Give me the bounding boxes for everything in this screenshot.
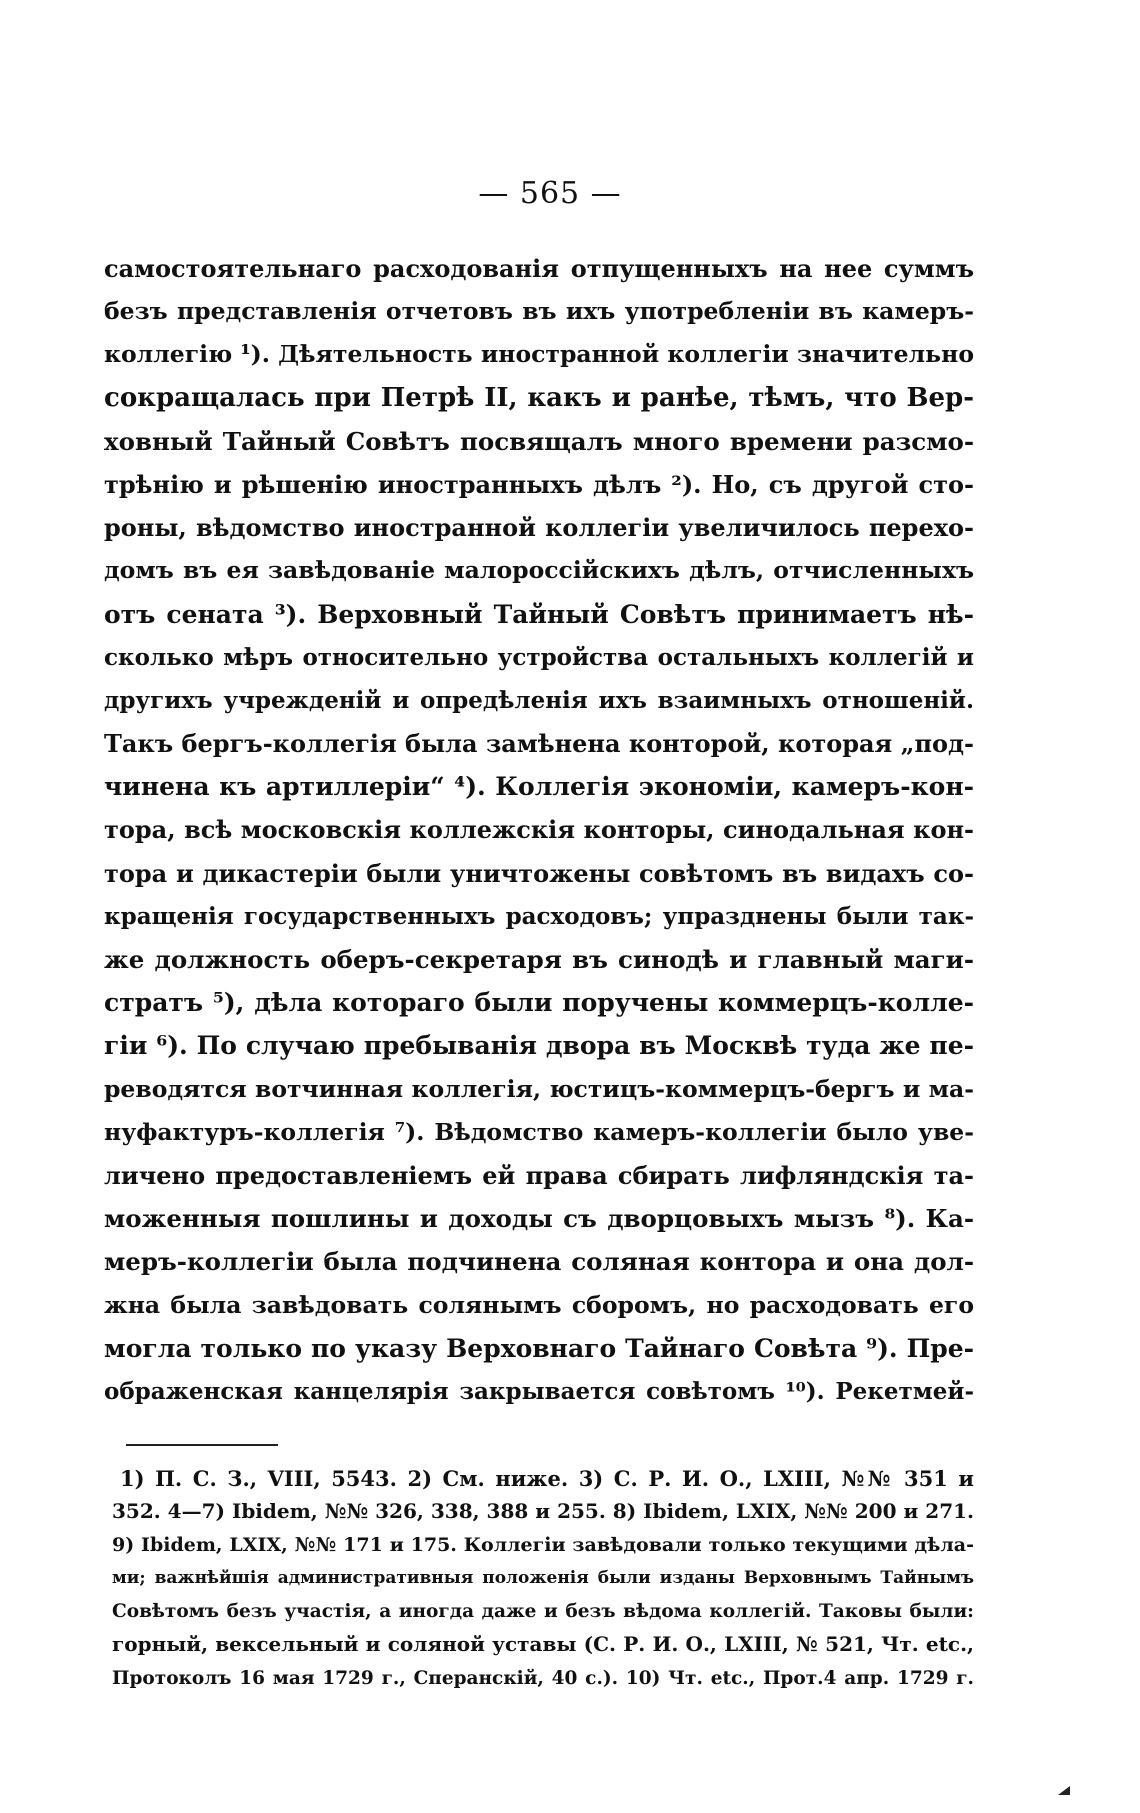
page-number: — 565 — <box>478 176 622 211</box>
text-line: личено предоставленіемъ ей права сбирать лифляндскія та- <box>104 1160 974 1190</box>
text-line: моженныя пошлины и доходы съ дворцовыхъ мызъ ⁸). Ка- <box>104 1204 974 1234</box>
text-line: гіи ⁶). По случаю пребыванія двора въ Москвѣ туда же пе- <box>104 1031 974 1061</box>
text-line: ображенская канцелярія закрывается совѣтомъ ¹⁰). Рекетмей- <box>104 1377 974 1405</box>
text-line: безъ представленія отчетовъ въ ихъ употребленіи въ камеръ- <box>104 297 974 326</box>
scan-corner-mark <box>1058 1786 1070 1795</box>
text-line: коллегію ¹). Дѣятельность иностранной коллегіи значительно <box>104 340 974 369</box>
text-line: домъ въ ея завѣдованіе малороссійскихъ дѣлъ, отчисленныхъ <box>104 556 974 585</box>
body-text <box>104 247 974 1413</box>
text-line: чинена къ артиллеріи“ ⁴). Коллегія экономіи, камеръ-кон- <box>104 772 974 802</box>
footnote-line: ми; важнѣйшія административныя положенія были изданы Верховнымъ Тайнымъ <box>112 1567 974 1588</box>
text-line: могла только по указу Верховнаго Тайнаго Совѣта ⁹). Пре- <box>104 1333 974 1363</box>
text-line: отъ сената ³). Верховный Тайный Совѣтъ принимаетъ нѣ- <box>104 599 974 629</box>
text-line: сокращалась при Петрѣ II, какъ и ранѣе, тѣмъ, что Вер- <box>104 382 974 413</box>
footnote-separator <box>126 1444 278 1446</box>
text-line: реводятся вотчинная коллегія, юстицъ-коммерцъ-бергъ и ма- <box>104 1074 974 1103</box>
footnote-line: 352. 4—7) Ibidem, №№ 326, 338, 388 и 255. 8) Ibidem, LXIX, №№ 200 и 271. <box>112 1499 974 1524</box>
text-line: трѣнію и рѣшенію иностранныхъ дѣлъ ²). Но, съ другой сто- <box>104 469 974 499</box>
text-line: кращенія государственныхъ расходовъ; упразднены были так- <box>104 902 974 930</box>
text-line: сколько мѣръ относительно устройства остальныхъ коллегій и <box>104 643 974 671</box>
text-line: роны, вѣдомство иностранной коллегіи увеличилось перехо- <box>104 513 974 543</box>
text-line: меръ-коллегіи была подчинена соляная контора и она дол- <box>104 1247 974 1277</box>
footnote-line: горный, вексельный и соляной уставы (С. Р. И. О., LXIII, № 521, Чт. etc., <box>112 1632 974 1657</box>
text-line: стратъ ⁵), дѣла котораго были поручены коммерцъ-колле- <box>104 988 974 1018</box>
text-line: тора и дикастеріи были уничтожены совѣтомъ въ видахъ со- <box>104 858 974 888</box>
text-line: нуфактуръ-коллегія ⁷). Вѣдомство камеръ-коллегіи было уве- <box>104 1117 974 1146</box>
footnote-line: Протоколъ 16 мая 1729 г., Сперанскій, 40 с.). 10) Чт. etc., Прот.4 апр. 1729 г. <box>112 1667 974 1689</box>
text-line: тора, всѣ московскія коллежскія конторы, синодальная кон- <box>104 815 974 845</box>
text-line: другихъ учрежденій и опредѣленія ихъ взаимныхъ отношеній. <box>104 686 974 714</box>
footnote-line: 9) Ibidem, LXIX, №№ 171 и 175. Коллегіи завѣдовали только текущими дѣла- <box>112 1533 974 1556</box>
text-line: ховный Тайный Совѣтъ посвящалъ много времени разсмо- <box>104 426 974 456</box>
footnotes <box>112 1462 974 1695</box>
text-line: Такъ бергъ-коллегія была замѣнена конторой, которая „под- <box>104 729 974 759</box>
text-line: же должность оберъ-секретаря въ синодѣ и главный маги- <box>104 945 974 974</box>
footnote-line: Совѣтомъ безъ участія, а иногда даже и безъ вѣдома коллегій. Таковы были: <box>112 1601 974 1623</box>
text-line: самостоятельнаго расходованія отпущенныхъ на нее суммъ <box>104 254 974 283</box>
footnote-line: 1) П. С. З., VIII, 5543. 2) См. ниже. 3) С. Р. И. О., LXIII, №№ 351 и <box>120 1466 974 1491</box>
text-line: жна была завѣдовать солянымъ сборомъ, но расходовать его <box>104 1290 974 1319</box>
